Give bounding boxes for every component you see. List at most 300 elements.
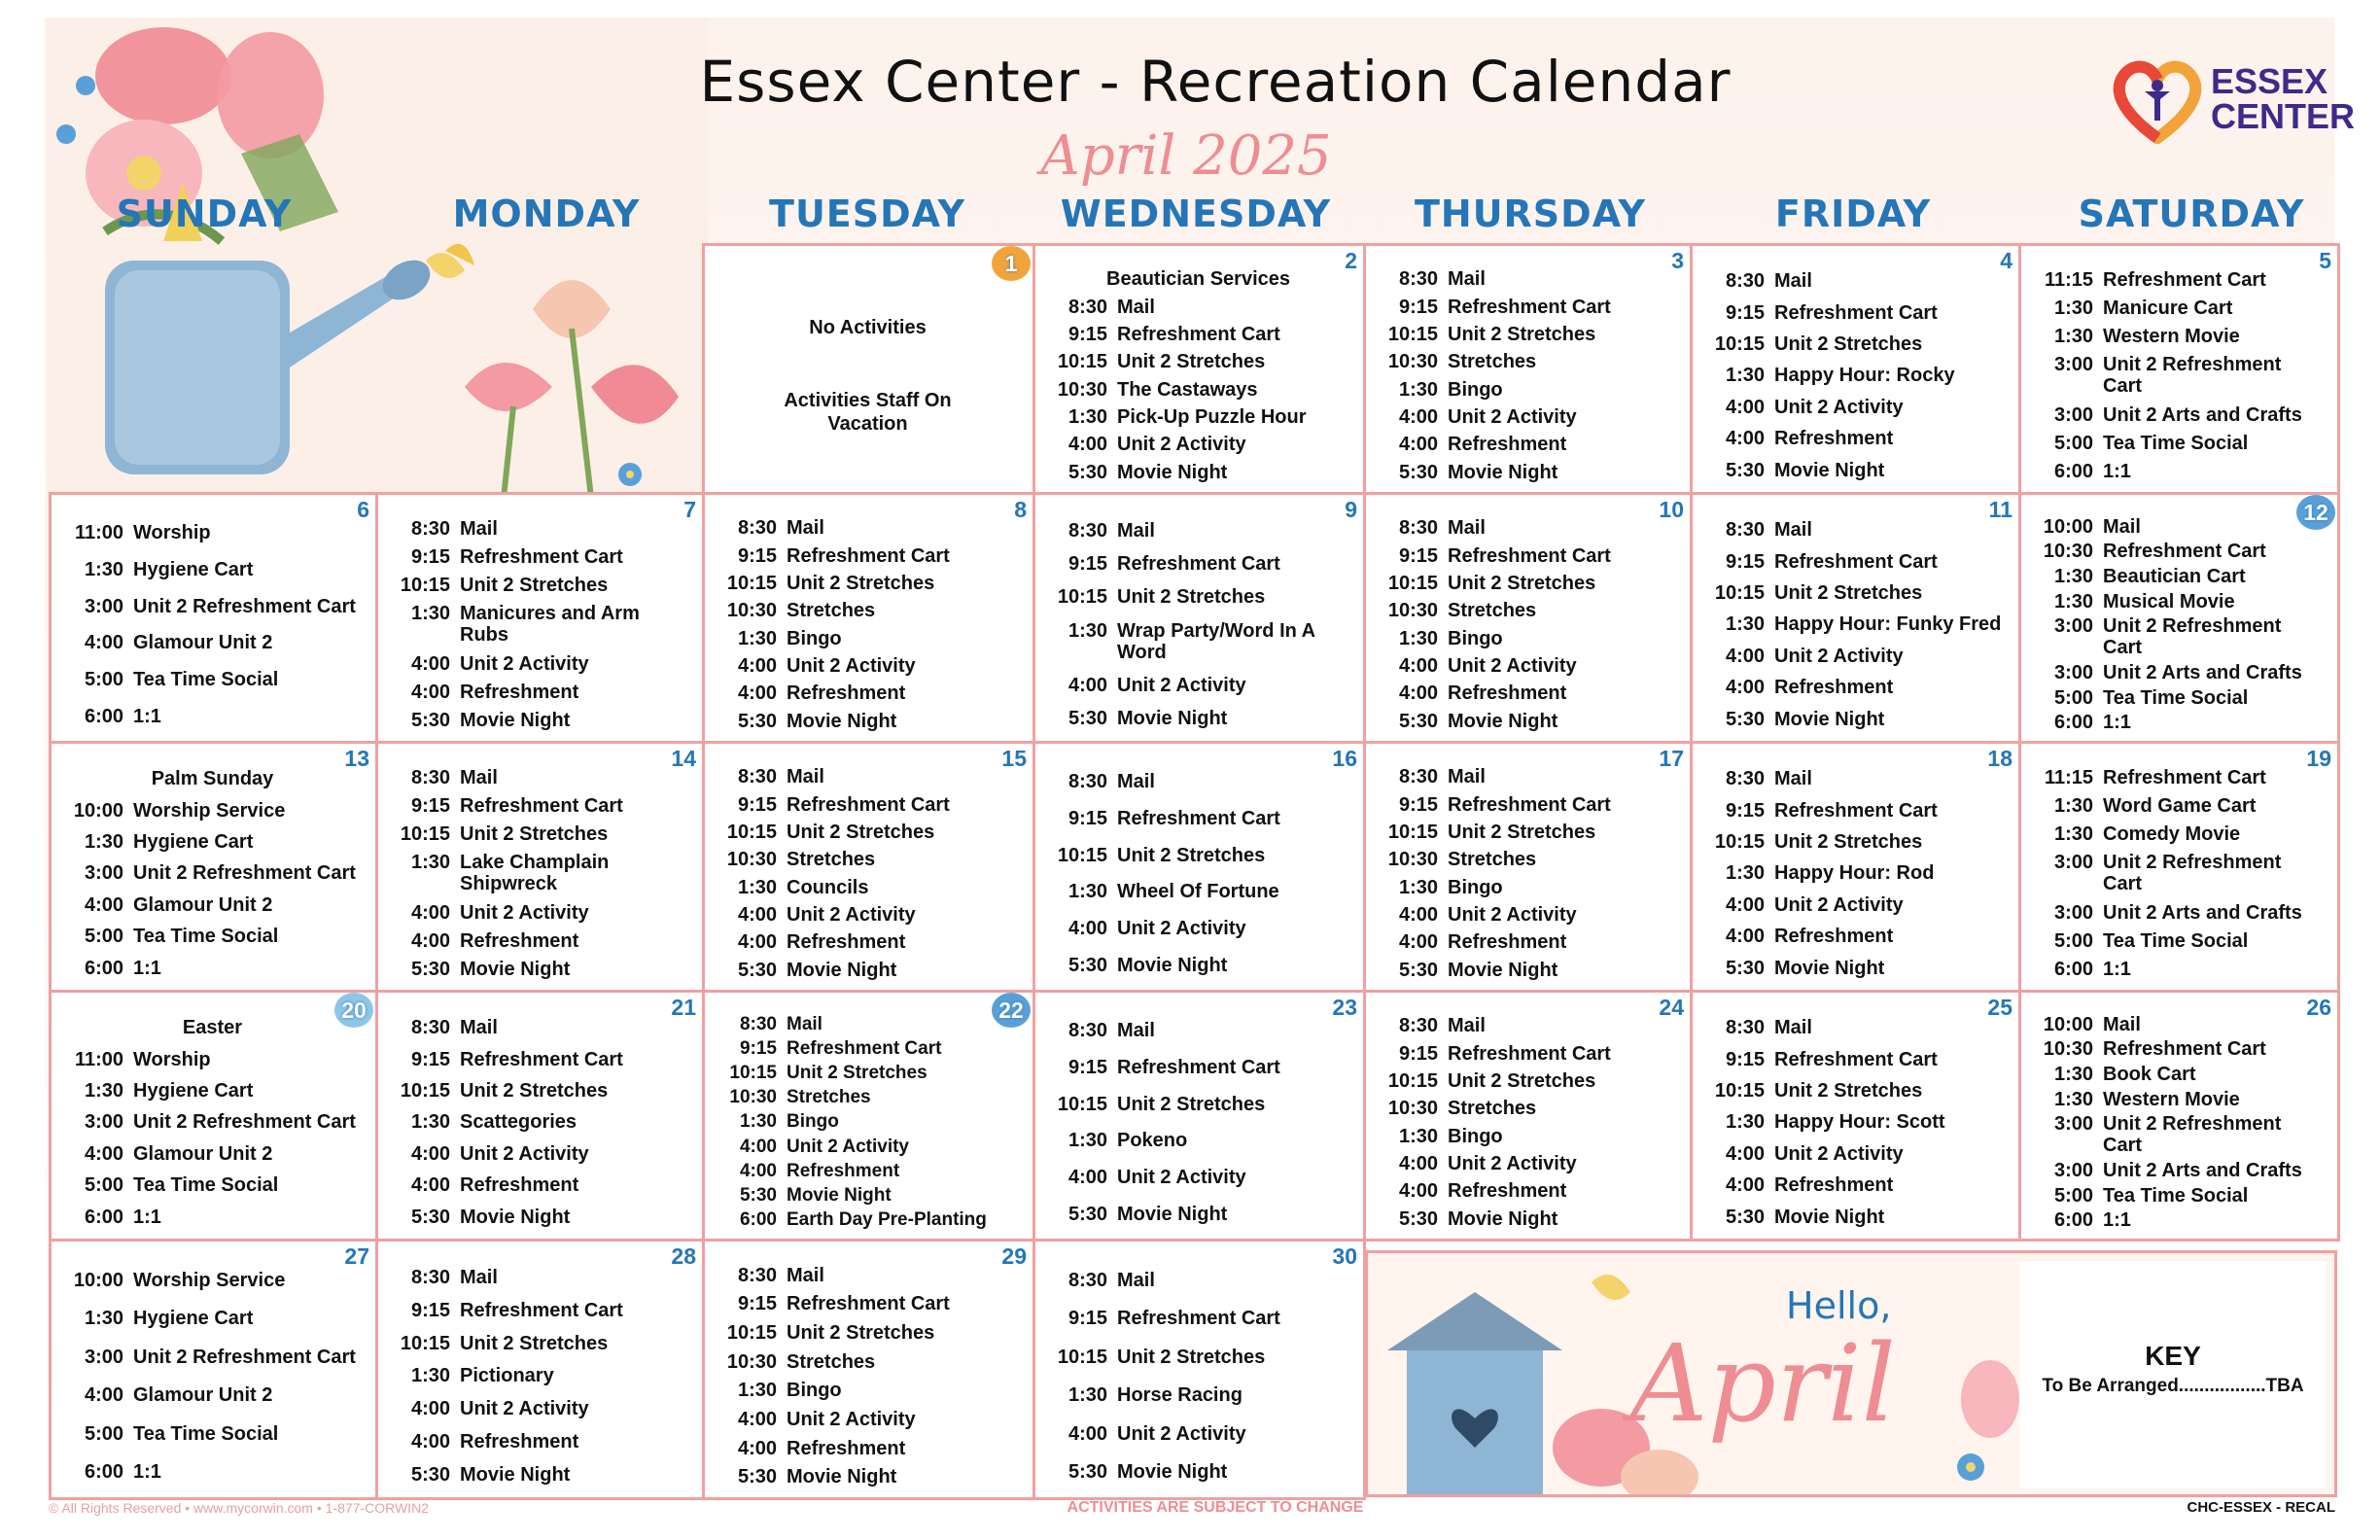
- activity-time: 10:30: [1387, 1098, 1438, 1120]
- activity-time: 1:30: [84, 558, 123, 580]
- activity-name: Happy Hour: Rod: [1774, 862, 1935, 885]
- activity-time: 6:00: [84, 1461, 123, 1484]
- activity-row: [717, 1409, 1019, 1430]
- activity-list: [1704, 265, 2005, 486]
- day-number: 28: [671, 1243, 696, 1269]
- activity-name: Refreshment Cart: [2103, 766, 2266, 788]
- activity-time: 10:00: [2043, 515, 2093, 538]
- activity-time: 4:00: [84, 1384, 123, 1407]
- activity-row: [63, 1143, 362, 1165]
- activity-row: [1047, 1130, 1349, 1151]
- activity-list: [63, 1012, 362, 1233]
- activity-time: 10:15: [1387, 1069, 1438, 1092]
- activity-row: [1047, 1167, 1349, 1188]
- activity-row: [2033, 1014, 2324, 1035]
- activity-time: 4:00: [1725, 1174, 1765, 1197]
- activity-row: [2033, 930, 2324, 952]
- activity-time: 11:15: [2044, 766, 2093, 788]
- dayname-friday: FRIDAY: [1774, 192, 1932, 235]
- activity-row: [63, 958, 362, 979]
- day-number: 11: [1988, 497, 2012, 522]
- activity-name: Movie Night: [787, 1466, 897, 1488]
- activity-name: Unit 2 Stretches: [787, 1322, 935, 1345]
- activity-row: [390, 546, 688, 568]
- day-cell-16: [1032, 741, 1366, 993]
- activity-row: [390, 1267, 688, 1288]
- activity-name: Refreshment Cart: [787, 544, 950, 567]
- activity-time: 10:00: [73, 1269, 123, 1291]
- activity-row: [1378, 406, 1676, 428]
- activity-row: [63, 1423, 362, 1445]
- day-number: 8: [1014, 497, 1027, 522]
- dayname-sunday: SUNDAY: [116, 192, 293, 235]
- activity-name: Mail: [460, 766, 498, 788]
- activity-time: 8:30: [1725, 270, 1765, 293]
- activity-row: [63, 1049, 362, 1070]
- activity-time: 4:00: [737, 682, 777, 705]
- activity-name: Unit 2 Activity: [1117, 1167, 1246, 1189]
- activity-row: [390, 795, 688, 817]
- activity-list: [63, 514, 362, 735]
- day-cell-17: [1363, 741, 1693, 993]
- activity-row: [1704, 831, 2005, 853]
- activity-time: 3:00: [84, 1346, 123, 1368]
- activity-list: [2033, 265, 2324, 486]
- activity-name: Stretches: [1448, 351, 1537, 373]
- activity-row: [2033, 566, 2324, 587]
- activity-row: [1047, 1270, 1349, 1291]
- activity-row: [717, 1293, 1019, 1314]
- activity-row: [717, 1380, 1019, 1401]
- day-cell-20: [49, 990, 378, 1242]
- activity-time: 4:00: [410, 682, 450, 704]
- activity-name: Movie Night: [1117, 1461, 1228, 1484]
- activity-name: 1:1: [133, 1461, 161, 1484]
- activity-row: [1704, 646, 2005, 667]
- activity-name: Refreshment Cart: [2103, 541, 2266, 563]
- dayname-monday: MONDAY: [452, 192, 641, 235]
- activity-time: 3:00: [2053, 901, 2093, 924]
- activity-name: 1:1: [2103, 461, 2131, 483]
- activity-row: [717, 573, 1019, 594]
- activity-time: 6:00: [2053, 712, 2093, 734]
- activity-name: Unit 2 Activity: [460, 1398, 589, 1420]
- activity-row: [2033, 795, 2324, 817]
- activity-list: [717, 265, 1019, 486]
- hello-text: Hello,: [1786, 1284, 1892, 1327]
- activity-name: Unit 2 Activity: [460, 1142, 589, 1165]
- activity-name: Movie Night: [1774, 708, 1885, 730]
- activity-row: [1047, 351, 1349, 372]
- activity-row: [1704, 551, 2005, 573]
- activity-name: Western Movie: [2103, 326, 2240, 348]
- activity-name: Pick-Up Puzzle Hour: [1117, 406, 1307, 429]
- activity-time: 4:00: [1068, 918, 1107, 940]
- day-number: 26: [2306, 995, 2331, 1020]
- activity-name: Worship Service: [133, 799, 286, 822]
- activity-time: 9:15: [410, 1048, 450, 1070]
- activity-time: 5:30: [737, 1466, 777, 1488]
- activity-time: 9:15: [410, 545, 450, 568]
- activity-list: [717, 514, 1019, 735]
- activity-name: Unit 2 Activity: [1774, 1142, 1904, 1165]
- activity-time: 4:00: [1068, 1167, 1107, 1189]
- activity-time: 5:30: [410, 710, 450, 732]
- activity-time: 5:00: [84, 1422, 123, 1445]
- activity-time: 4:00: [1725, 396, 1765, 418]
- day-number: 12: [2296, 495, 2335, 530]
- day-number: 18: [1987, 746, 2012, 771]
- activity-name: Refreshment Cart: [1448, 296, 1611, 318]
- day-cell-30: [1032, 1239, 1366, 1500]
- day-cell-23: [1032, 990, 1366, 1242]
- activity-name: Lake Champlain Shipwreck: [460, 852, 610, 895]
- activity-row: [63, 1174, 362, 1196]
- activity-time: 4:00: [1398, 931, 1438, 954]
- day-cell-5: [2018, 243, 2340, 495]
- activity-row: [63, 596, 362, 617]
- activity-row: [63, 1308, 362, 1329]
- activity-row: [1047, 1384, 1349, 1406]
- activity-row: [390, 1080, 688, 1102]
- activity-name: Happy Hour: Rocky: [1774, 365, 1955, 387]
- day-cell-19: [2018, 741, 2340, 993]
- activity-name: Mail: [460, 1017, 498, 1039]
- activity-row: [1047, 771, 1349, 792]
- activity-row: [1047, 1020, 1349, 1041]
- day-cell-6: [49, 492, 378, 744]
- activity-name: Unit 2 Stretches: [1117, 351, 1266, 373]
- activity-time: 1:30: [410, 603, 450, 625]
- activity-row: [1047, 708, 1349, 729]
- activity-time: 4:00: [737, 1408, 777, 1430]
- activity-time: 9:15: [1068, 1056, 1107, 1078]
- activity-row: [390, 1174, 688, 1196]
- activity-name: Unit 2 Stretches: [787, 1063, 928, 1084]
- month-label: April 2025: [1040, 124, 1332, 188]
- activity-row: [2033, 1038, 2324, 1060]
- activity-row: [390, 1365, 688, 1386]
- activity-name: Mail: [1117, 770, 1155, 792]
- day-number: 4: [2000, 248, 2012, 273]
- activity-row: [1047, 297, 1349, 318]
- activity-row: [1378, 682, 1676, 704]
- activity-time: 9:15: [1068, 323, 1107, 345]
- activity-name: Refreshment: [787, 931, 906, 954]
- activity-row: [390, 1431, 688, 1452]
- activity-name: Tea Time Social: [2103, 930, 2249, 953]
- activity-time: 6:00: [2053, 959, 2093, 981]
- dayname-thursday: THURSDAY: [1414, 192, 1647, 235]
- activity-name: Refreshment: [460, 1431, 579, 1453]
- activity-row: [1047, 586, 1349, 608]
- activity-name: Unit 2 Refreshment Cart: [2103, 615, 2282, 659]
- activity-row: [717, 1466, 1019, 1488]
- activity-time: 9:15: [1725, 301, 1765, 324]
- activity-row: [63, 1347, 362, 1368]
- activity-time: 5:30: [739, 1185, 777, 1207]
- activity-time: 3:00: [2053, 661, 2093, 683]
- activity-list: [717, 763, 1019, 984]
- activity-row: [1047, 520, 1349, 542]
- activity-row: [717, 1063, 1019, 1084]
- activity-name: Mail: [2103, 1013, 2141, 1035]
- day-cell-1: [702, 243, 1035, 495]
- day-cell-25: [1690, 990, 2021, 1242]
- activity-list: [1047, 1261, 1349, 1491]
- activity-name: Refreshment Cart: [1774, 301, 1938, 324]
- activity-time: 1:30: [737, 627, 777, 649]
- activity-row: [1047, 918, 1349, 939]
- activity-row: [1378, 324, 1676, 345]
- activity-row: [390, 1143, 688, 1165]
- activity-name: Unit 2 Activity: [1774, 645, 1904, 667]
- activity-time: 8:30: [410, 766, 450, 788]
- activity-row: [717, 600, 1019, 621]
- activity-time: 11:00: [74, 1048, 123, 1070]
- activity-row: [1047, 434, 1349, 455]
- hello-april-panel: [1365, 1250, 2337, 1497]
- activity-time: 10:15: [400, 575, 450, 597]
- activity-time: 9:15: [1398, 1042, 1438, 1065]
- activity-time: 10:30: [726, 600, 777, 622]
- footer-code: CHC-ESSEX - RECAL: [2187, 1499, 2335, 1516]
- activity-time: 5:30: [1725, 708, 1765, 730]
- activity-time: 1:30: [1068, 1130, 1107, 1152]
- activity-time: 1:30: [2053, 794, 2093, 817]
- activity-name: Unit 2 Stretches: [1117, 586, 1266, 609]
- activity-name: Horse Racing: [1117, 1384, 1242, 1407]
- activity-time: 10:30: [2043, 541, 2093, 563]
- activity-time: 11:00: [74, 521, 123, 543]
- activity-row: [2033, 615, 2324, 658]
- activity-time: 10:30: [1387, 849, 1438, 871]
- activity-row: [1047, 553, 1349, 575]
- activity-time: 10:00: [2043, 1013, 2093, 1035]
- day-cell-11: [1690, 492, 2021, 744]
- activity-name: Mail: [1774, 768, 1812, 790]
- activity-time: 4:00: [410, 930, 450, 953]
- activity-time: 1:30: [1068, 406, 1107, 429]
- activity-time: 1:30: [2053, 823, 2093, 846]
- activity-row: [717, 1265, 1019, 1286]
- activity-row: [1378, 379, 1676, 401]
- activity-time: 6:00: [2053, 1209, 2093, 1232]
- activity-time: 4:00: [84, 632, 123, 654]
- activity-name: Earth Day Pre-Planting: [787, 1209, 987, 1231]
- activity-row: [1704, 862, 2005, 884]
- activity-row: [1704, 270, 2005, 292]
- activity-name: Unit 2 Arts and Crafts: [2103, 901, 2302, 924]
- activity-name: 1:1: [133, 1206, 161, 1228]
- activity-row: [1378, 849, 1676, 870]
- activity-name: Movie Night: [460, 1463, 571, 1486]
- activity-name: Unit 2 Activity: [1448, 406, 1577, 429]
- activity-row: [390, 1333, 688, 1354]
- activity-time: 9:15: [1398, 793, 1438, 816]
- activity-row: [1704, 1174, 2005, 1196]
- activity-time: 6:00: [84, 1206, 123, 1228]
- april-script-text: April: [1630, 1321, 1896, 1446]
- activity-name: Refreshment Cart: [1774, 550, 1938, 573]
- activity-name: Tea Time Social: [133, 1422, 279, 1445]
- day-number: 21: [671, 995, 696, 1020]
- activity-name: Mail: [1117, 296, 1155, 318]
- activity-time: 9:15: [1398, 296, 1438, 318]
- activity-name: Worship Service: [133, 1269, 286, 1291]
- activity-row: [1378, 434, 1676, 455]
- activity-row: [1378, 1015, 1676, 1036]
- activity-name: Word Game Cart: [2103, 794, 2257, 817]
- activity-time: 8:30: [1068, 296, 1107, 318]
- activity-name: Movie Night: [1448, 461, 1558, 483]
- activity-name: Stretches: [787, 600, 876, 622]
- activity-row: [717, 1038, 1019, 1060]
- activity-time: 4:00: [84, 893, 123, 916]
- activity-time: 10:30: [726, 1350, 777, 1373]
- activity-row: [1047, 1461, 1349, 1483]
- activity-name: Unit 2 Activity: [787, 1408, 916, 1430]
- activity-name: Book Cart: [2103, 1064, 2196, 1086]
- activity-name: Refreshment Cart: [1117, 1308, 1280, 1330]
- activity-name: Stretches: [1448, 849, 1537, 871]
- activity-name: Mail: [787, 517, 824, 540]
- activity-time: 9:15: [739, 1037, 777, 1059]
- activity-row: [1704, 926, 2005, 947]
- activity-time: 3:00: [2053, 403, 2093, 426]
- activity-name: Unit 2 Activity: [1117, 918, 1246, 940]
- activity-list: [2033, 1012, 2324, 1233]
- activity-row: [2033, 1113, 2324, 1156]
- activity-time: 10:15: [400, 823, 450, 846]
- activity-time: 5:30: [1068, 955, 1107, 977]
- activity-row: [1047, 955, 1349, 976]
- day-cell-12: [2018, 492, 2340, 744]
- activity-row: [390, 1464, 688, 1486]
- activity-name: Pictionary: [460, 1365, 554, 1387]
- activity-name: Unit 2 Stretches: [1448, 821, 1596, 843]
- activity-row: [63, 706, 362, 727]
- activity-name: Movie Night: [1448, 959, 1558, 981]
- activity-name: Mail: [1774, 519, 1812, 542]
- activity-row: [1378, 545, 1676, 567]
- activity-time: 5:00: [84, 669, 123, 691]
- activity-row: [1047, 462, 1349, 483]
- activity-name: Tea Time Social: [2103, 686, 2249, 709]
- activity-time: 4:00: [1725, 677, 1765, 699]
- activity-time: 4:00: [410, 901, 450, 924]
- activity-time: 10:15: [1714, 831, 1765, 854]
- activity-name: Happy Hour: Funky Fred: [1774, 613, 2002, 636]
- activity-name: Refreshment: [460, 1174, 579, 1197]
- activity-row: [63, 632, 362, 653]
- activity-name: Mail: [1448, 1015, 1486, 1037]
- activity-name: Unit 2 Stretches: [1117, 844, 1266, 866]
- activity-name: Unit 2 Refreshment Cart: [2103, 1113, 2282, 1157]
- activity-name: Movie Night: [460, 710, 571, 732]
- activity-row: [1047, 620, 1349, 663]
- activity-list: [2033, 763, 2324, 984]
- activity-row: [717, 1209, 1019, 1231]
- activity-time: 5:00: [84, 926, 123, 948]
- activity-time: 8:30: [737, 517, 777, 540]
- activity-name: Pokeno: [1117, 1130, 1188, 1152]
- day-cell-21: [375, 990, 705, 1242]
- activity-row: [717, 1438, 1019, 1459]
- activity-name: Refreshment Cart: [460, 1299, 623, 1321]
- activity-row: [1704, 1143, 2005, 1165]
- footer-copyright: © All Rights Reserved • www.mycorwin.com • 1-877-CORWIN2: [49, 1500, 429, 1516]
- activity-time: 9:15: [1725, 1048, 1765, 1070]
- activity-row: [1047, 1308, 1349, 1329]
- activity-name: Mail: [460, 1266, 498, 1288]
- activity-time: 10:15: [400, 1080, 450, 1102]
- heart-logo-icon: [2110, 56, 2205, 144]
- activity-name: Unit 2 Stretches: [1774, 582, 1923, 605]
- activity-row: [63, 800, 362, 822]
- activity-time: 3:00: [2053, 615, 2093, 638]
- activity-time: 1:30: [1398, 876, 1438, 898]
- activity-name: Scattegories: [460, 1111, 578, 1134]
- activity-name: Unit 2 Stretches: [1774, 333, 1923, 356]
- day-number: 10: [1659, 497, 1684, 522]
- activity-row: [1704, 397, 2005, 418]
- activity-row: [2033, 591, 2324, 612]
- activity-row: [1047, 1347, 1349, 1368]
- activity-time: 1:30: [737, 1380, 777, 1402]
- activity-row: [63, 1111, 362, 1133]
- activity-row: [2033, 1160, 2324, 1181]
- activity-time: 10:15: [1057, 586, 1107, 609]
- activity-name: Refreshment: [1774, 428, 1894, 450]
- activity-name: Movie Night: [1117, 955, 1228, 977]
- activity-name: Refreshment Cart: [787, 1037, 942, 1059]
- activity-name: Bingo: [1448, 378, 1503, 401]
- activity-name: Bingo: [1448, 627, 1503, 649]
- key-legend: [2019, 1261, 2327, 1488]
- activity-row: [2033, 852, 2324, 894]
- activity-name: Refreshment Cart: [1448, 544, 1611, 567]
- activity-row: [1378, 960, 1676, 981]
- activity-row: [2033, 433, 2324, 454]
- logo-wordmark: [2211, 61, 2356, 136]
- activity-time: 1:30: [1398, 378, 1438, 401]
- activity-time: 5:30: [410, 959, 450, 981]
- activity-time: 9:15: [737, 793, 777, 816]
- activity-time: 5:30: [1725, 957, 1765, 979]
- activity-time: 9:15: [1068, 807, 1107, 829]
- activity-row: [390, 1049, 688, 1070]
- activity-name: Unit 2 Refreshment Cart: [133, 862, 356, 885]
- activity-row: [63, 1080, 362, 1102]
- activity-name: Refreshment Cart: [1117, 323, 1280, 345]
- activity-name: Movie Night: [787, 710, 897, 732]
- activity-name: Worship: [133, 521, 211, 543]
- activity-name: Stretches: [1448, 600, 1537, 622]
- activity-name: Unit 2 Activity: [1117, 1422, 1246, 1445]
- activity-row: [2033, 541, 2324, 562]
- cell-header: Easter: [182, 1017, 243, 1039]
- activity-row: [717, 1161, 1019, 1182]
- day-number: 6: [357, 497, 369, 522]
- activity-time: 5:30: [1398, 710, 1438, 732]
- activity-row: [390, 1111, 688, 1133]
- activity-row: [717, 877, 1019, 898]
- activity-row: [1378, 1126, 1676, 1147]
- activity-time: 1:30: [737, 876, 777, 898]
- activity-row: [717, 517, 1019, 539]
- day-number: 5: [2319, 248, 2331, 273]
